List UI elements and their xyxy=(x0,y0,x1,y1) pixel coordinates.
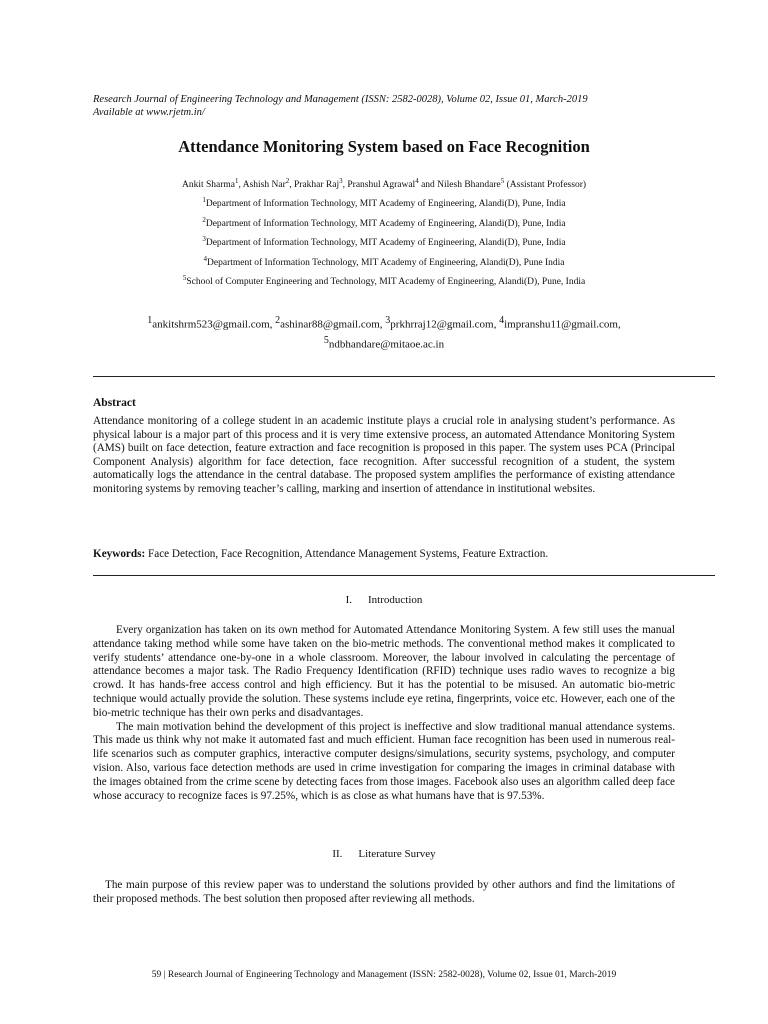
author-block xyxy=(0,174,768,291)
paragraph: Every organization has taken on its own method for Automated Attendance Monitoring System. A few still uses the manual attendance taking method while some have taken on the bio-metric methods. The conventional method makes it complicated to verify students’ attendance one-by-one in a whole classroom. Moreover, the labour involved in calculating the percentage of attendance becomes a major task. The Radio Frequency Identification (RFID) technique uses radio waves to recognize a big crowd. It has hands-free access control and high efficiency. But it has the potential to be misused. An automatic bio-metric technique would actually provide the solution. These systems include eye retina, fingerprints, voice etc. However, each one of the bio-metric technique has their own perks and disadvantages. xyxy=(93,624,675,719)
email-link[interactable]: prkhrraj12@gmail.com, xyxy=(390,318,500,331)
paper-title: Attendance Monitoring System based on Face Recognition xyxy=(178,137,590,156)
section-heading-introduction: I. Introduction xyxy=(345,594,423,606)
email-link[interactable]: ankitshrm523@gmail.com, xyxy=(152,318,276,331)
keywords-label: Keywords: xyxy=(93,548,146,560)
journal-website: Available at www.rjetm.in/ xyxy=(93,107,205,118)
email-block: $^1$ankitshrm523@gmail.com, $^2$ashinar88@gmail.com, $^3$prkhrraj12@gmail.com, $^4$impranshu11@gmail.com, $^5$ndbhandare@mitaoe.ac.in xyxy=(147,315,621,351)
introduction-body xyxy=(93,624,675,803)
affiliation: $^1$Department of Information Technology, MIT Academy of Engineering, Alandi(D), Pune, India xyxy=(202,196,566,210)
affiliation: $^4$Department of Information Technology, MIT Academy of Engineering, Alandi(D), Pune India xyxy=(203,254,565,268)
affiliation: $^2$Department of Information Technology, MIT Academy of Engineering, Alandi(D), Pune, India xyxy=(202,215,566,230)
literature-survey-body xyxy=(93,878,675,906)
divider xyxy=(93,376,715,377)
email-link[interactable]: impranshu11@gmail.com, xyxy=(504,318,621,331)
keywords xyxy=(93,548,715,560)
page-footer: 59 | Research Journal of Engineering Technology and Management (ISSN: 2582-0028), Volume 02, Issue 01, March-2019 xyxy=(151,970,617,980)
paragraph: The main motivation behind the development of this project is ineffective and slow traditional manual attendance systems. This made us think why not make it automated fast and much efficient. Human face recognition has been used in numerous real-life scenarios such as computer graphics, interactive computer designs/simulations, security systems, psychology, and computer vision. Also, various face detection methods are used in crime investigation for comparing the images in criminal database with the images obtained from the crime scene by detecting faces from those images. Facebook also uses an algorithm called deep face whose accuracy to recognize faces is 97.25%, which is as close as what humans have that is 97.53%. xyxy=(93,720,675,802)
paragraph: The main purpose of this review paper was to understand the solutions provided by other authors and find the limitations of their proposed methods. The best solution then proposed after reviewing all methods. xyxy=(93,879,675,905)
divider xyxy=(93,575,715,576)
email-link[interactable]: ashinar88@gmail.com, xyxy=(280,318,386,331)
affiliation: $^3$Department of Information Technology, MIT Academy of Engineering, Alandi(D), Pune, India xyxy=(202,235,566,249)
journal-header xyxy=(93,93,713,119)
abstract-heading: Abstract xyxy=(93,397,136,409)
email-link[interactable]: ndbhandare@mitaoe.ac.in xyxy=(328,338,445,351)
affiliation: $^5$School of Computer Engineering and Technology, MIT Academy of Engineering, Alandi(D), Pune, India xyxy=(182,274,586,288)
section-heading-literature-survey: II. Literature Survey xyxy=(332,848,436,860)
keywords-text: Face Detection, Face Recognition, Attendance Management Systems, Feature Extraction. xyxy=(145,548,549,560)
abstract-body: Attendance monitoring of a college student in an academic institute plays a crucial role in analysing student’s performance. As physical labour is a major part of this process and it is very time extensive process, an automated Attendance Monitoring System (AMS) built on face detection, feature extraction and face recognition is proposed in this paper. The system uses PCA (Principal Component Analysis) algorithm for face detection, face recognition. After successful recognition of a student, the system automatically logs the attendance in the central database. The proposed system amplifies the performance of existing attendance monitoring systems by removing teacher’s calling, marking and insertion of attendance in institutional websites. xyxy=(93,415,675,495)
author-list: Ankit Sharma$^1$, Ashish Nar$^2$, Prakhar Raj$^3$, Pranshul Agrawal$^4$ and Nilesh Bhandare$^5$ (Assistant Professor) xyxy=(181,177,587,191)
journal-citation: Research Journal of Engineering Technology and Management (ISSN: 2582-0028), Volume 02, Issue 01, March-2019 xyxy=(93,94,588,105)
